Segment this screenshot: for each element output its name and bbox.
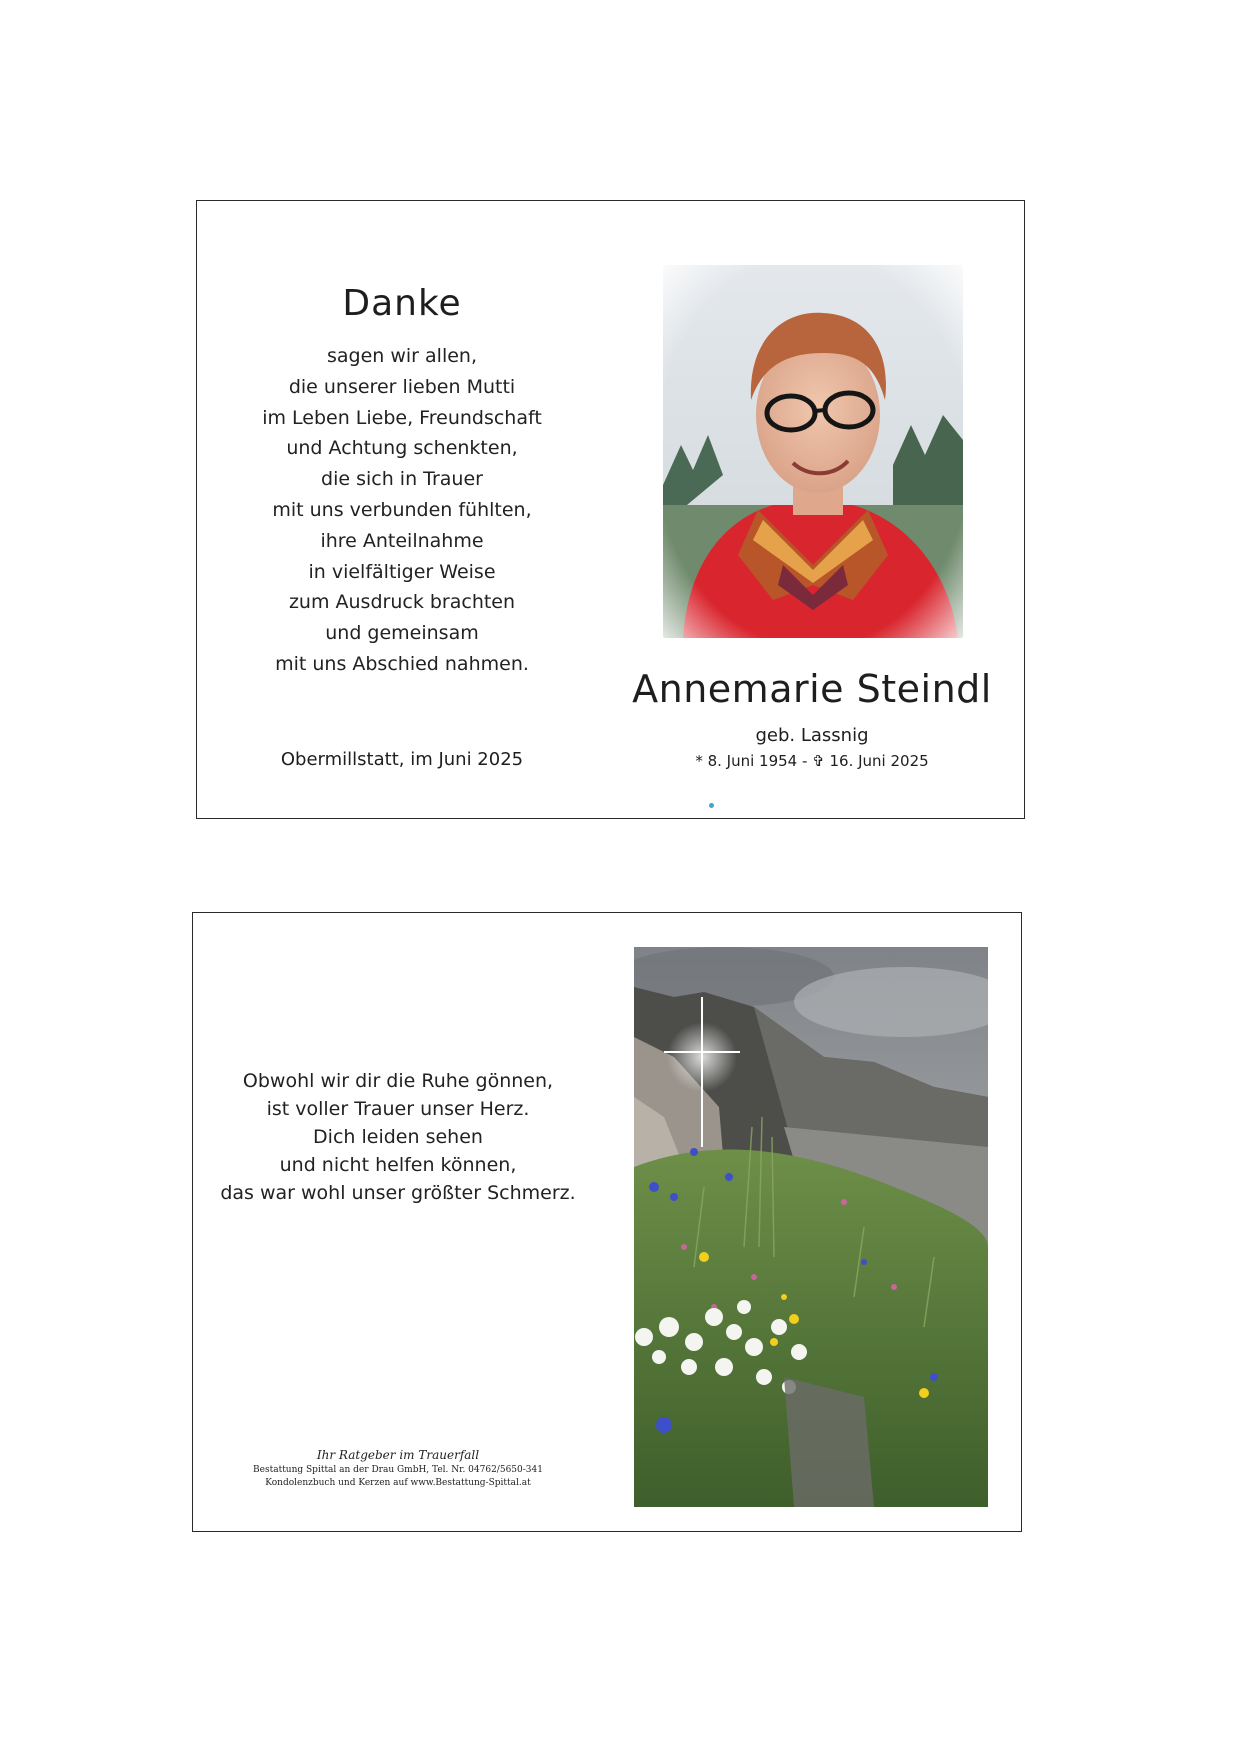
- verse-line: in vielfältiger Weise: [308, 560, 496, 583]
- undertaker-web: Kondolenzbuch und Kerzen auf www.Bestattung-Spittal.at: [265, 1478, 531, 1488]
- mountain-landscape-photo: [634, 947, 988, 1507]
- verse-line: und gemeinsam: [325, 622, 479, 645]
- verse-line: ist voller Trauer unser Herz.: [266, 1098, 530, 1120]
- poem-verse: [213, 1067, 583, 1207]
- verse-line: sagen wir allen,: [326, 345, 477, 367]
- thanks-card: [196, 200, 1025, 819]
- verse-line: Dich leiden sehen: [313, 1126, 483, 1148]
- verse-line: die sich in Trauer: [321, 468, 483, 491]
- verse-line: die unserer lieben Mutti: [288, 375, 516, 398]
- maiden-name: geb. Lassnig: [755, 725, 869, 746]
- verse-line: das war wohl unser größter Schmerz.: [220, 1182, 576, 1204]
- poem-card: [192, 912, 1022, 1532]
- verse-line: zum Ausdruck brachten: [288, 591, 516, 614]
- portrait-photo: [663, 265, 963, 638]
- thanks-title: Danke: [342, 283, 462, 324]
- verse-line: Obwohl wir dir die Ruhe gönnen,: [242, 1070, 554, 1092]
- undertaker-info: [233, 1448, 563, 1490]
- verse-line: mit uns Abschied nahmen.: [275, 652, 529, 675]
- undertaker-slogan: Ihr Ratgeber im Trauerfall: [316, 1448, 480, 1462]
- place-date: Obermillstatt, im Juni 2025: [280, 749, 524, 770]
- verse-line: mit uns verbunden fühlten,: [272, 498, 532, 521]
- verse-line: und Achtung schenkten,: [286, 437, 518, 460]
- accent-dot: [709, 803, 714, 808]
- verse-line: ihre Anteilnahme: [320, 529, 484, 552]
- verse-line: im Leben Liebe, Freundschaft: [262, 406, 542, 429]
- thanks-verse: [237, 341, 567, 680]
- undertaker-contact: Bestattung Spittal an der Drau GmbH, Tel. Nr. 04762/5650-341: [253, 1465, 543, 1475]
- verse-line: und nicht helfen können,: [279, 1154, 517, 1176]
- life-dates: * 8. Juni 1954 - ✞ 16. Juni 2025: [695, 752, 929, 770]
- deceased-name: Annemarie Steindl: [632, 667, 992, 711]
